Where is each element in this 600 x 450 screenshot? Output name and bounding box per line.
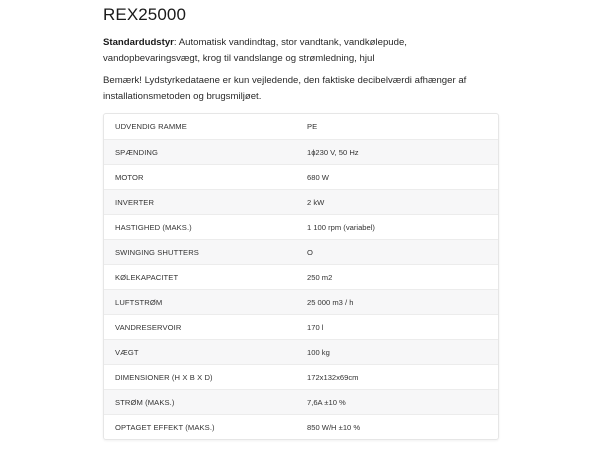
spec-label: VANDRESERVOIR [115, 322, 182, 332]
spec-value: PE [307, 122, 318, 131]
standard-equipment-label: Standardudstyr [103, 37, 174, 48]
spec-table [103, 113, 499, 440]
spec-row-voltage [104, 139, 498, 164]
spec-row-current [104, 389, 498, 414]
spec-label: HASTIGHED (MAKS.) [115, 222, 192, 232]
spec-value: 100 kg [307, 347, 330, 357]
spec-row-motor [104, 164, 498, 189]
spec-row-dimensions [104, 364, 498, 389]
spec-value: O [307, 247, 313, 257]
spec-row-shutters [104, 239, 498, 264]
spec-label: KØLEKAPACITET [115, 272, 179, 282]
spec-label: SPÆNDING [115, 147, 158, 157]
spec-value: 170 l [307, 322, 324, 332]
spec-row-cooling-capacity [104, 264, 498, 289]
spec-value: 680 W [307, 172, 329, 182]
spec-row-water-reservoir [104, 314, 498, 339]
spec-value: 7,6A ±10 % [307, 397, 346, 407]
spec-value: 1ɸ230 V, 50 Hz [307, 147, 359, 157]
spec-label: LUFTSTRØM [115, 297, 163, 307]
spec-label: VÆGT [115, 347, 139, 357]
spec-row-inverter [104, 189, 498, 214]
spec-value: 172x132x69cm [307, 372, 359, 382]
spec-label: MOTOR [115, 172, 144, 182]
spec-label: STRØM (MAKS.) [115, 397, 175, 407]
standard-equipment-paragraph [103, 35, 503, 66]
spec-value: 1 100 rpm (variabel) [307, 222, 375, 232]
spec-label: OPTAGET EFFEKT (MAKS.) [115, 422, 215, 432]
spec-value: 25 000 m3 / h [307, 297, 354, 307]
spec-row-speed [104, 214, 498, 239]
spec-label: DIMENSIONER (H X B X D) [115, 372, 213, 382]
spec-value: 250 m2 [307, 272, 333, 282]
spec-row-airflow [104, 289, 498, 314]
spec-value: 850 W/H ±10 % [307, 422, 361, 432]
product-title: REX25000 [103, 5, 187, 24]
spec-row-power-consumption [104, 414, 498, 439]
spec-label: INVERTER [115, 197, 155, 207]
spec-row-weight [104, 339, 498, 364]
spec-value: 2 kW [307, 197, 325, 207]
spec-label: SWINGING SHUTTERS [115, 247, 199, 257]
standard-equipment-text: : Automatisk vandindtag, stor vandtank, vandkølepude, vandopbevaringsvægt, krog til vandslange og strømledning, hjul [103, 37, 407, 64]
spec-row-frame [104, 114, 498, 139]
noise-note-paragraph: Bemærk! Lydstyrkedataene er kun vejledende, den faktiske decibelværdi afhænger af installationsmetoden og brugsmiljøet. [103, 75, 467, 102]
spec-label: UDVENDIG RAMME [115, 122, 187, 131]
